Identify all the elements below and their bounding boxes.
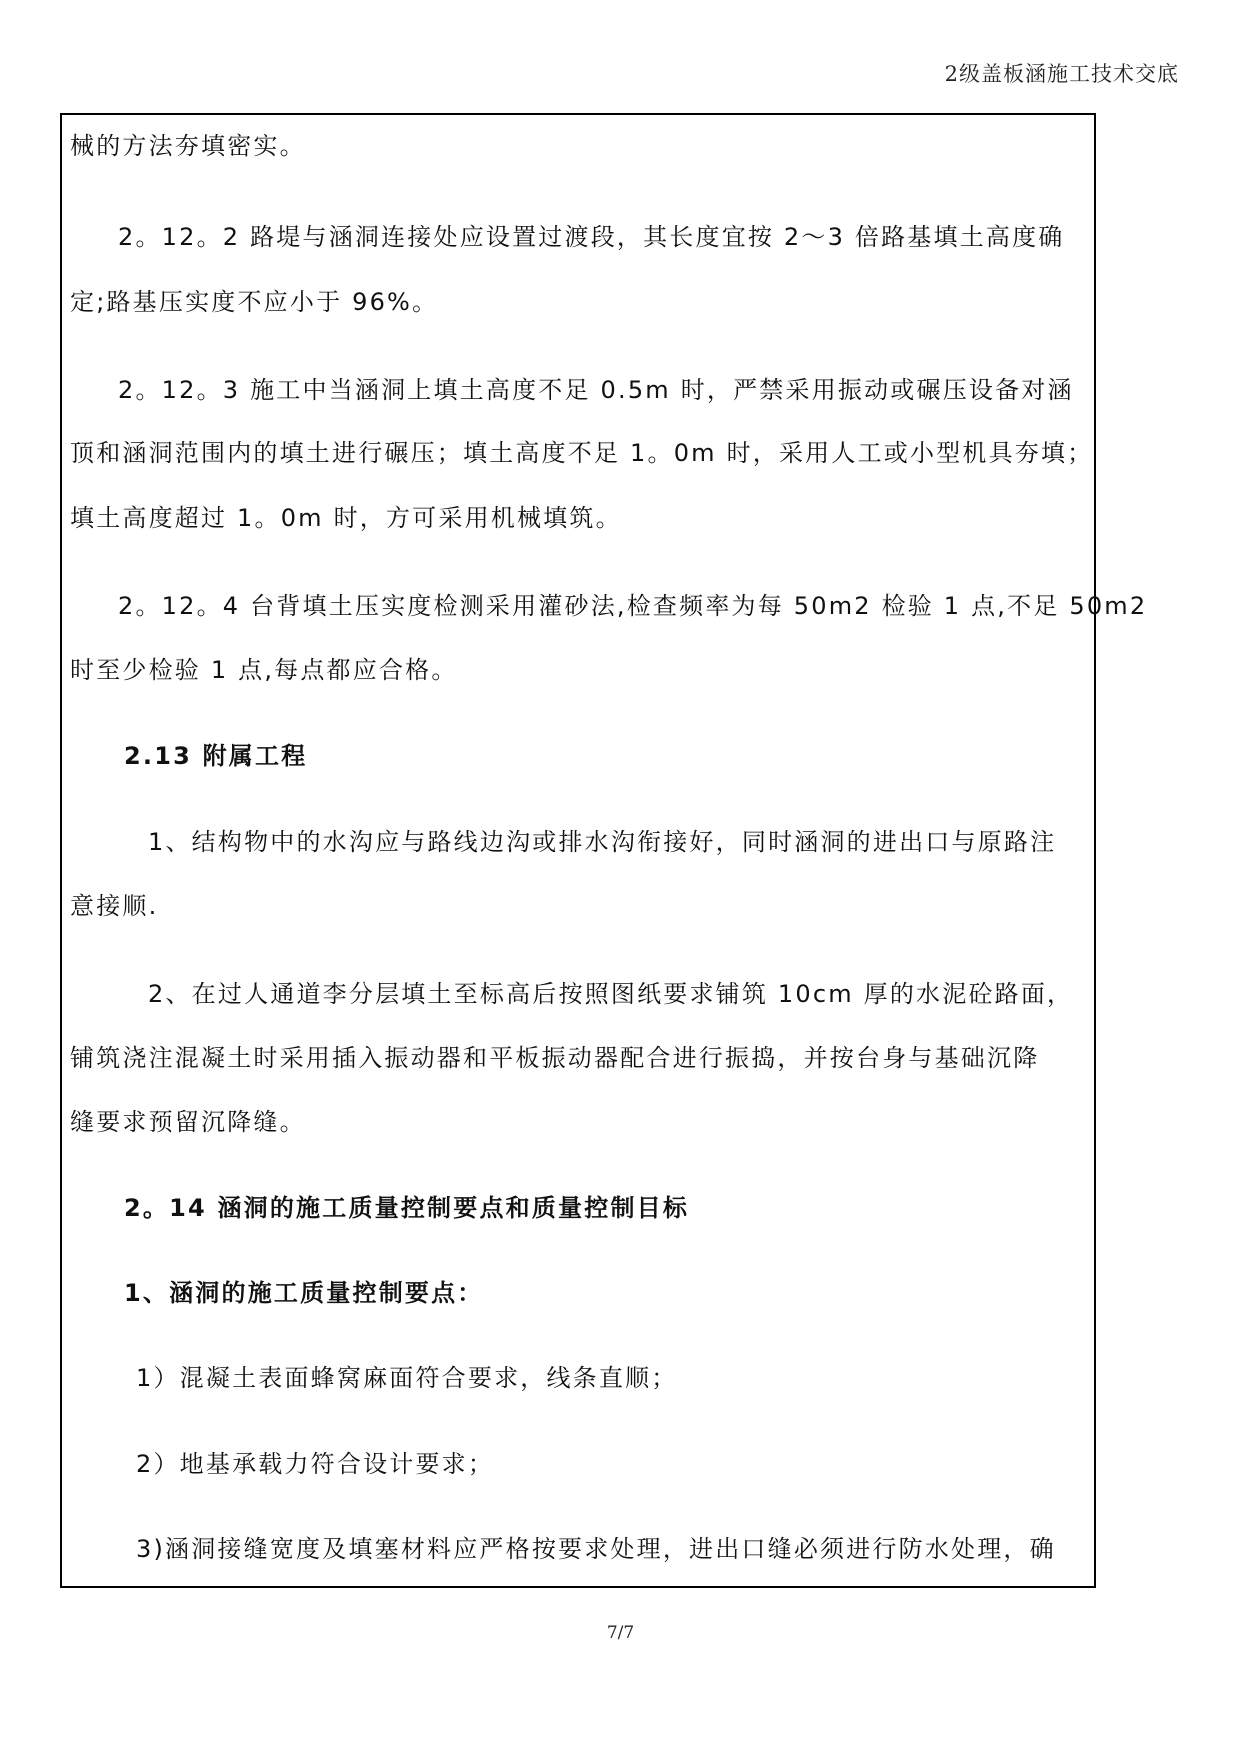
text-line: 填土高度超过 1。0m 时，方可采用机械填筑。 — [70, 504, 622, 532]
text-line: 1、结构物中的水沟应与路线边沟或排水沟衔接好，同时涵洞的进出口与原路注 — [148, 828, 1057, 856]
text-line: 铺筑浇注混凝土时采用插入振动器和平板振动器配合进行振捣，并按台身与基础沉降 — [70, 1044, 1040, 1072]
page-number: 7/7 — [606, 1623, 635, 1643]
text-line: 时至少检验 1 点,每点都应合格。 — [70, 656, 458, 684]
section-heading: 2.13 附属工程 — [124, 742, 308, 770]
text-line: 定;路基压实度不应小于 96%。 — [70, 288, 439, 316]
list-item: 3)涵洞接缝宽度及填塞材料应严格按要求处理，进出口缝必须进行防水处理，确 — [136, 1535, 1056, 1563]
list-item: 2）地基承载力符合设计要求； — [136, 1450, 495, 1478]
text-line: 意接顺. — [70, 892, 159, 920]
text-line: 2。12。2 路堤与涵洞连接处应设置过渡段，其长度宜按 2～3 倍路基填土高度确 — [118, 223, 1065, 251]
text-line: 械的方法夯填密实。 — [70, 132, 306, 160]
section-heading: 2。14 涵洞的施工质量控制要点和质量控制目标 — [124, 1194, 690, 1222]
document-header-title: 2级盖板涵施工技术交底 — [944, 62, 1179, 86]
text-line: 顶和涵洞范围内的填土进行碾压；填土高度不足 1。0m 时，采用人工或小型机具夯填； — [70, 439, 1094, 467]
subsection-heading: 1、涵洞的施工质量控制要点： — [124, 1279, 484, 1307]
text-line: 2。12。3 施工中当涵洞上填土高度不足 0.5m 时，严禁采用振动或碾压设备对涵 — [118, 376, 1074, 404]
text-line: 2。12。4 台背填土压实度检测采用灌砂法,检查频率为每 50m2 检验 1 点,不足 50m2 — [118, 592, 1148, 620]
list-item: 1）混凝土表面蜂窝麻面符合要求，线条直顺； — [136, 1364, 678, 1392]
text-line: 2、在过人通道李分层填土至标高后按照图纸要求铺筑 10cm 厚的水泥砼路面， — [148, 980, 1074, 1008]
text-line: 缝要求预留沉降缝。 — [70, 1108, 306, 1136]
